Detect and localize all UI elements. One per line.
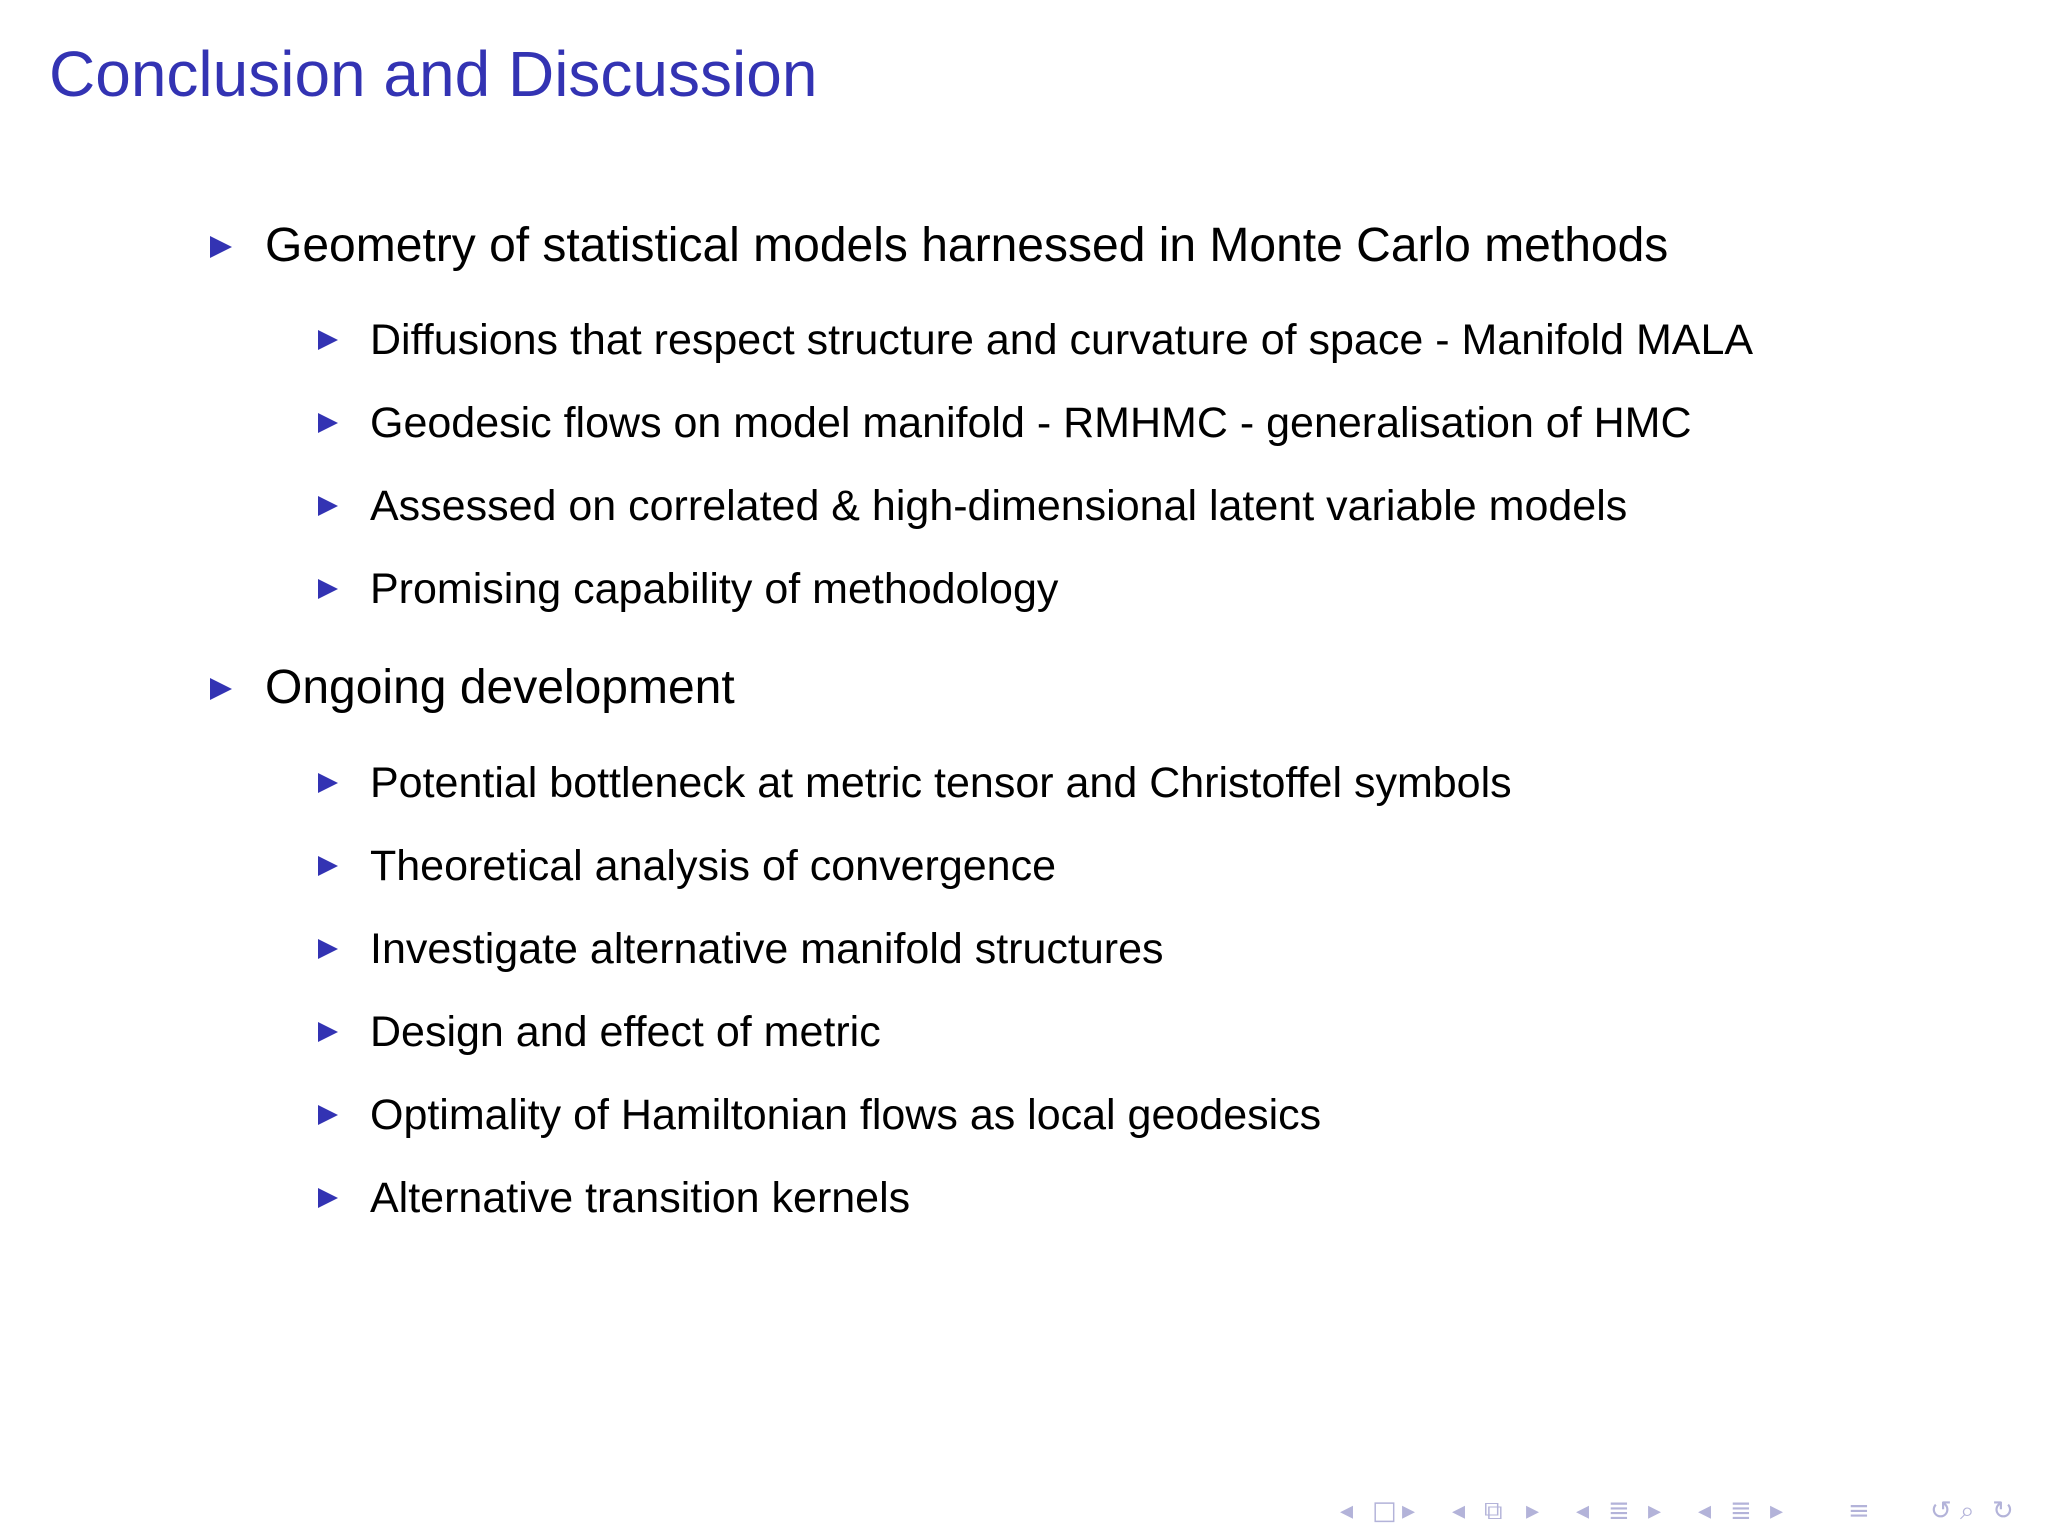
triangle-bullet-icon: [210, 678, 232, 700]
arrow-right-icon[interactable]: ▸: [1648, 1496, 1662, 1526]
triangle-bullet-icon: [318, 1022, 338, 1042]
triangle-bullet-icon: [318, 939, 338, 959]
arrow-right-icon[interactable]: ▸: [1770, 1496, 1784, 1526]
triangle-bullet-icon: [318, 496, 338, 516]
arrow-left-icon[interactable]: ◂: [1576, 1496, 1590, 1526]
align-icon[interactable]: ≡: [1848, 1496, 1870, 1526]
search-icon[interactable]: ⌕: [1960, 1496, 1975, 1526]
triangle-bullet-icon: [318, 1188, 338, 1208]
navigation-bar: [1340, 1496, 2030, 1526]
sub-bullet-text: Theoretical analysis of convergence: [370, 842, 1056, 890]
sub-bullet-text: Diffusions that respect structure and curvature of space - Manifold MALA: [370, 316, 1754, 364]
sub-bullet-text: Geodesic flows on model manifold - RMHMC - generalisation of HMC: [370, 399, 1692, 447]
section-icon[interactable]: ≣: [1608, 1496, 1630, 1526]
triangle-bullet-icon: [318, 1105, 338, 1125]
sub-bullet-text: Investigate alternative manifold structures: [370, 925, 1164, 973]
triangle-bullet-icon: [318, 773, 338, 793]
triangle-bullet-icon: [318, 856, 338, 876]
subsection-icon[interactable]: ≣: [1730, 1496, 1752, 1526]
sub-bullet-text: Promising capability of methodology: [370, 565, 1059, 613]
triangle-bullet-icon: [318, 413, 338, 433]
arrow-left-icon[interactable]: ◂: [1340, 1496, 1354, 1526]
arrow-left-icon[interactable]: ◂: [1452, 1496, 1466, 1526]
triangle-bullet-icon: [210, 236, 232, 258]
sub-bullet-text: Alternative transition kernels: [370, 1174, 911, 1222]
subsection-icon[interactable]: ⧉: [1484, 1496, 1503, 1526]
triangle-bullet-icon: [318, 330, 338, 350]
arrow-right-icon[interactable]: ▸: [1402, 1496, 1416, 1526]
triangle-bullet-icon: [318, 579, 338, 599]
sub-bullet-text: Assessed on correlated & high-dimensional latent variable models: [370, 482, 1628, 530]
frame-icon[interactable]: □: [1372, 1496, 1397, 1526]
arrow-left-icon[interactable]: ◂: [1698, 1496, 1712, 1526]
forward-icon[interactable]: ↻: [1992, 1496, 2014, 1526]
sub-bullet-text: Potential bottleneck at metric tensor and Christoffel symbols: [370, 759, 1512, 807]
bullet-text: Geometry of statistical models harnessed in Monte Carlo methods: [265, 219, 1669, 272]
sub-bullet-text: Design and effect of metric: [370, 1008, 881, 1056]
sub-bullet-text: Optimality of Hamiltonian flows as local geodesics: [370, 1091, 1322, 1139]
arrow-right-icon[interactable]: ▸: [1526, 1496, 1540, 1526]
bullet-text: Ongoing development: [265, 661, 735, 714]
frame-title: Conclusion and Discussion: [49, 38, 818, 110]
back-icon[interactable]: ↺: [1930, 1496, 1952, 1526]
